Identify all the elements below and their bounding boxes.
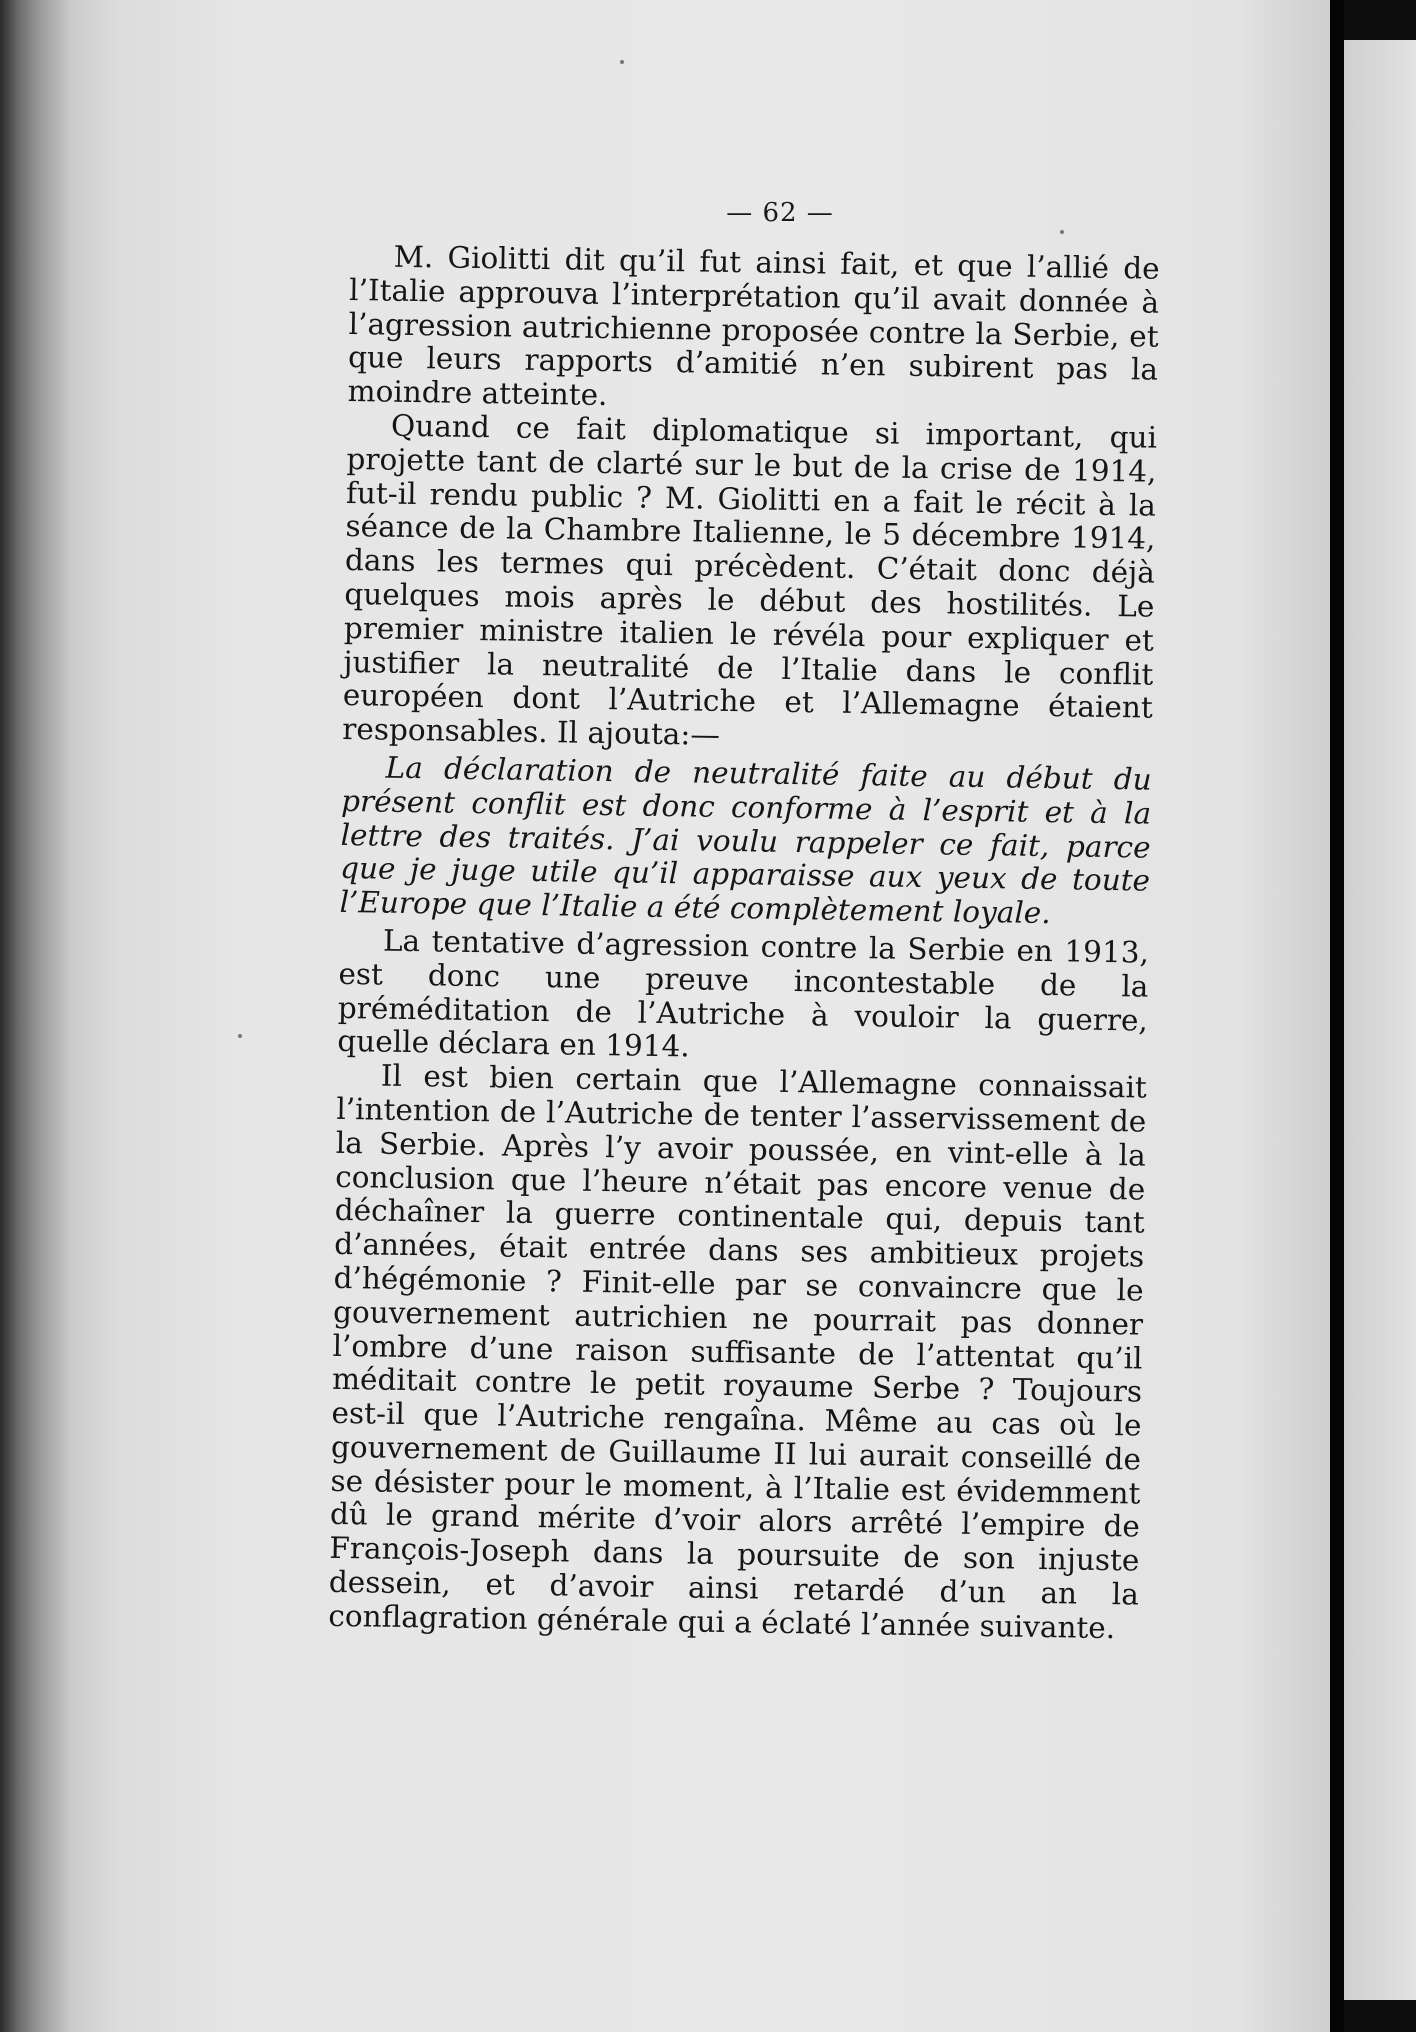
paragraph: La tentative d’agression contre la Serbie en 1913, est donc une preuve incontestable de la préméditation de l’Autriche à vouloir la guerre, quelle déclara en 1914. (337, 923, 1150, 1064)
quoted-paragraph: La déclaration de neutralité faite au début du présent conflit est donc conforme à l’esprit et à la lettre des traités. J’ai voulu rappeler ce fait, parce que je juge utile qu’il apparaisse aux yeux de toute l’Europe que l’Italie a été complètement loyale. (339, 750, 1152, 931)
adjacent-page-edge (1344, 40, 1416, 2000)
paragraph: Quand ce fait diplomatique si important, qui projette tant de clarté sur le but de la crise de 1914, fut-il rendu public ? M. Giolitti en a fait le récit à la séance de la Chambre Italienne, le 5 décembre 1914, dans les termes qui précèdent. C’était donc déjà quelques mois après le début des hostilités. Le premier ministre italien le révéla pour expliquer et justifier la neutralité de l’Italie dans le conflit européen dont l’Autriche et l’Allemagne étaient responsables. Il ajouta:— (342, 408, 1158, 753)
body-text (328, 240, 1160, 1646)
scan-speck (1060, 230, 1064, 234)
paragraph: M. Giolitti dit qu’il fut ainsi fait, et que l’allié de l’Italie approuva l’interprétation qu’il avait donnée à l’agression autrichienne proposée contre la Serbie, et que leurs rapports d’amitié n’en subirent pas la moindre atteinte. (347, 239, 1160, 413)
scan-speck (238, 1034, 242, 1038)
page-gutter (1330, 0, 1344, 2032)
scan-speck (620, 60, 624, 64)
paragraph: Il est bien certain que l’Allemagne connaissait l’intention de l’Autriche de tenter l’asservissement de la Serbie. Après l’y avoir poussée, en vint-elle à la conclusion que l’heure n’était pas encore venue de déchaîner la guerre continentale qui, depuis tant d’années, était entrée dans ses ambitieux projets d’hégémonie ? Finit-elle par se convaincre que le gouvernement autrichien ne pourrait pas donner l’ombre d’une raison suffisante de l’attentat qu’il méditait contre le petit royaume Serbe ? Toujours est-il que l’Autriche rengaîna. Même au cas où le gouvernement de Guillaume II lui aurait conseillé de se désister pour le moment, à l’Italie est évidemment dû le grand mérite d’voir alors arrêté l’empire de François-Joseph dans la poursuite de son injuste dessein, et d’avoir ainsi retardé d’un an la conflagration générale qui a éclaté l’année suivante. (328, 1058, 1148, 1646)
left-page-edge (0, 0, 120, 2032)
page-number: — 62 — (726, 198, 834, 228)
